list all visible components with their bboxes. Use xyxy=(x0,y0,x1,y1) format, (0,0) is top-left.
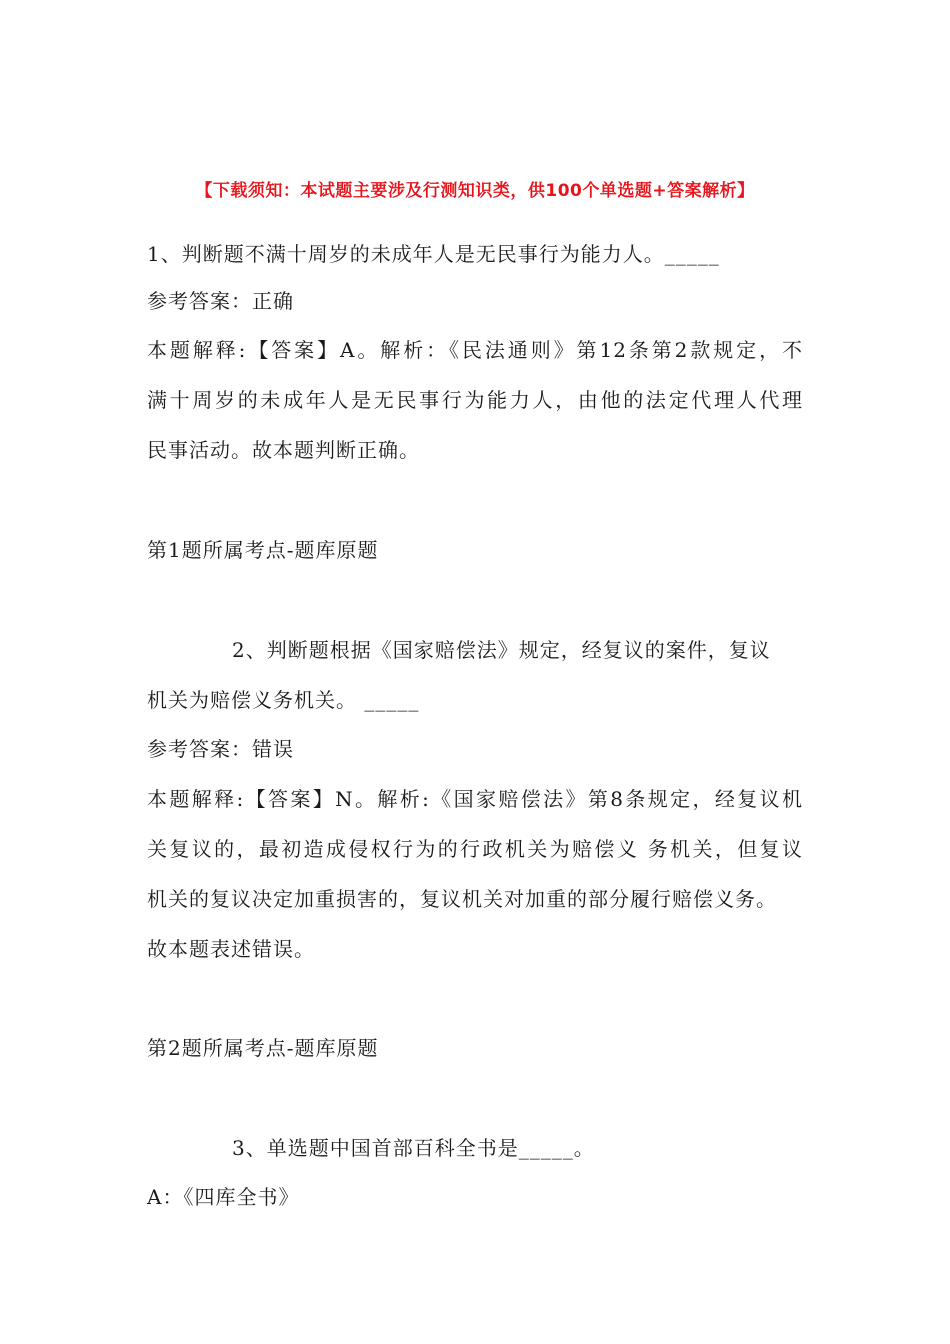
question-2-explanation-line-3: 机关的复议决定加重损害的，复议机关对加重的部分履行赔偿义务。 xyxy=(147,887,777,911)
question-2-answer: 参考答案：错误 xyxy=(147,737,294,761)
question-1-explanation-line-1: 本题解释:【答案】A。解析：《民法通则》第12条第2款规定，不 xyxy=(147,338,803,362)
question-1-explanation-line-3: 民事活动。故本题判断正确。 xyxy=(147,438,420,462)
question-2-stem-line-1: 2、判断题根据《国家赔偿法》规定，经复议的案件，复议 xyxy=(232,638,771,662)
question-3-stem-line-1: 3、单选题中国首部百科全书是_____。 xyxy=(232,1136,595,1160)
question-1-answer: 参考答案：正确 xyxy=(147,289,294,313)
question-2-explanation-line-1: 本题解释:【答案】N。解析:《国家赔偿法》第8条规定，经复议机 xyxy=(147,787,803,811)
question-3-option-a: A：《四库全书》 xyxy=(147,1185,300,1209)
question-2-explanation-line-2: 关复议的，最初造成侵权行为的行政机关为赔偿义 务机关，但复议 xyxy=(147,837,803,861)
question-1-stem-line-1: 1、判断题不满十周岁的未成年人是无民事行为能力人。_____ xyxy=(147,242,720,266)
question-2-explanation-line-4: 故本题表述错误。 xyxy=(147,937,315,961)
question-2-source: 第2题所属考点-题库原题 xyxy=(147,1036,379,1060)
question-1-source: 第1题所属考点-题库原题 xyxy=(147,538,379,562)
download-notice: 【下载须知：本试题主要涉及行测知识类，供100个单选题+答案解析】 xyxy=(195,181,755,201)
question-1-explanation-line-2: 满十周岁的未成年人是无民事行为能力人，由他的法定代理人代理 xyxy=(147,388,803,412)
question-2-stem-line-2: 机关为赔偿义务机关。 _____ xyxy=(147,688,420,712)
